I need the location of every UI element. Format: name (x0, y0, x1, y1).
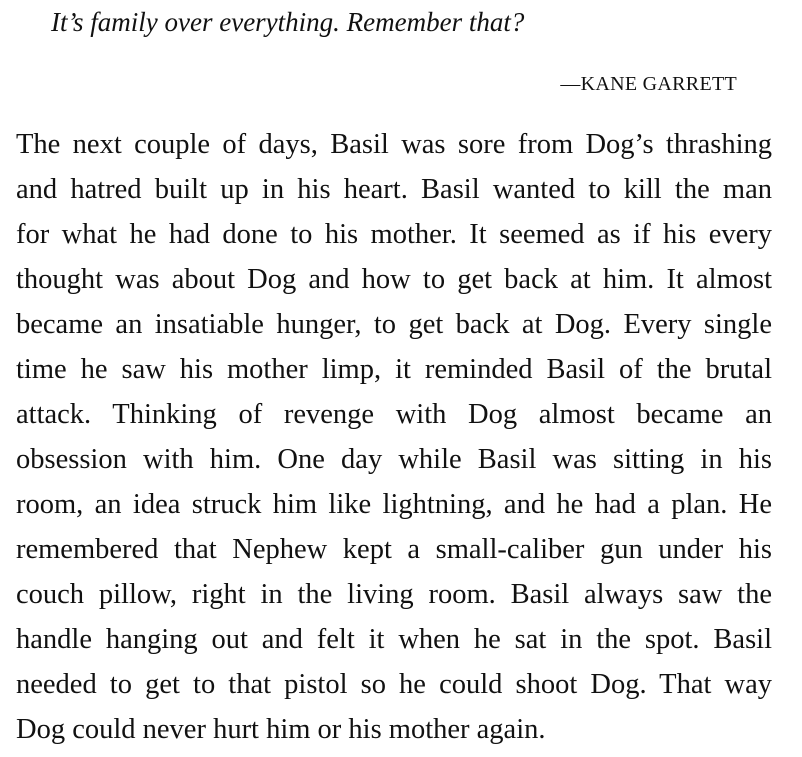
paragraph-line-last: Dog could never hurt him or his mother again. (16, 714, 546, 745)
paragraph-line: attack. Thinking of revenge with Dog almost became an (16, 399, 772, 430)
epigraph-quote: It’s family over everything. Remember that? (51, 7, 525, 37)
paragraph-line: obsession with him. One day while Basil was sitting in his (16, 444, 772, 475)
paragraph-line: and hatred built up in his heart. Basil wanted to kill the man (16, 174, 772, 205)
paragraph-line: for what he had done to his mother. It seemed as if his every (16, 219, 772, 250)
paragraph-line: time he saw his mother limp, it reminded Basil of the brutal (16, 354, 772, 385)
paragraph-line: couch pillow, right in the living room. Basil always saw the (16, 579, 772, 610)
paragraph-line: needed to get to that pistol so he could shoot Dog. That way (16, 669, 772, 700)
epigraph-attribution: —KANE GARRETT (560, 73, 737, 95)
paragraph-line: became an insatiable hunger, to get back at Dog. Every single (16, 309, 772, 340)
paragraph-line: remembered that Nephew kept a small-caliber gun under his (16, 534, 772, 565)
paragraph-line: handle hanging out and felt it when he sat in the spot. Basil (16, 624, 772, 655)
body-paragraph (16, 122, 772, 752)
paragraph-line: The next couple of days, Basil was sore from Dog’s thrashing (16, 129, 772, 160)
paragraph-line: thought was about Dog and how to get back at him. It almost (16, 264, 772, 295)
paragraph-line: room, an idea struck him like lightning, and he had a plan. He (16, 489, 772, 520)
